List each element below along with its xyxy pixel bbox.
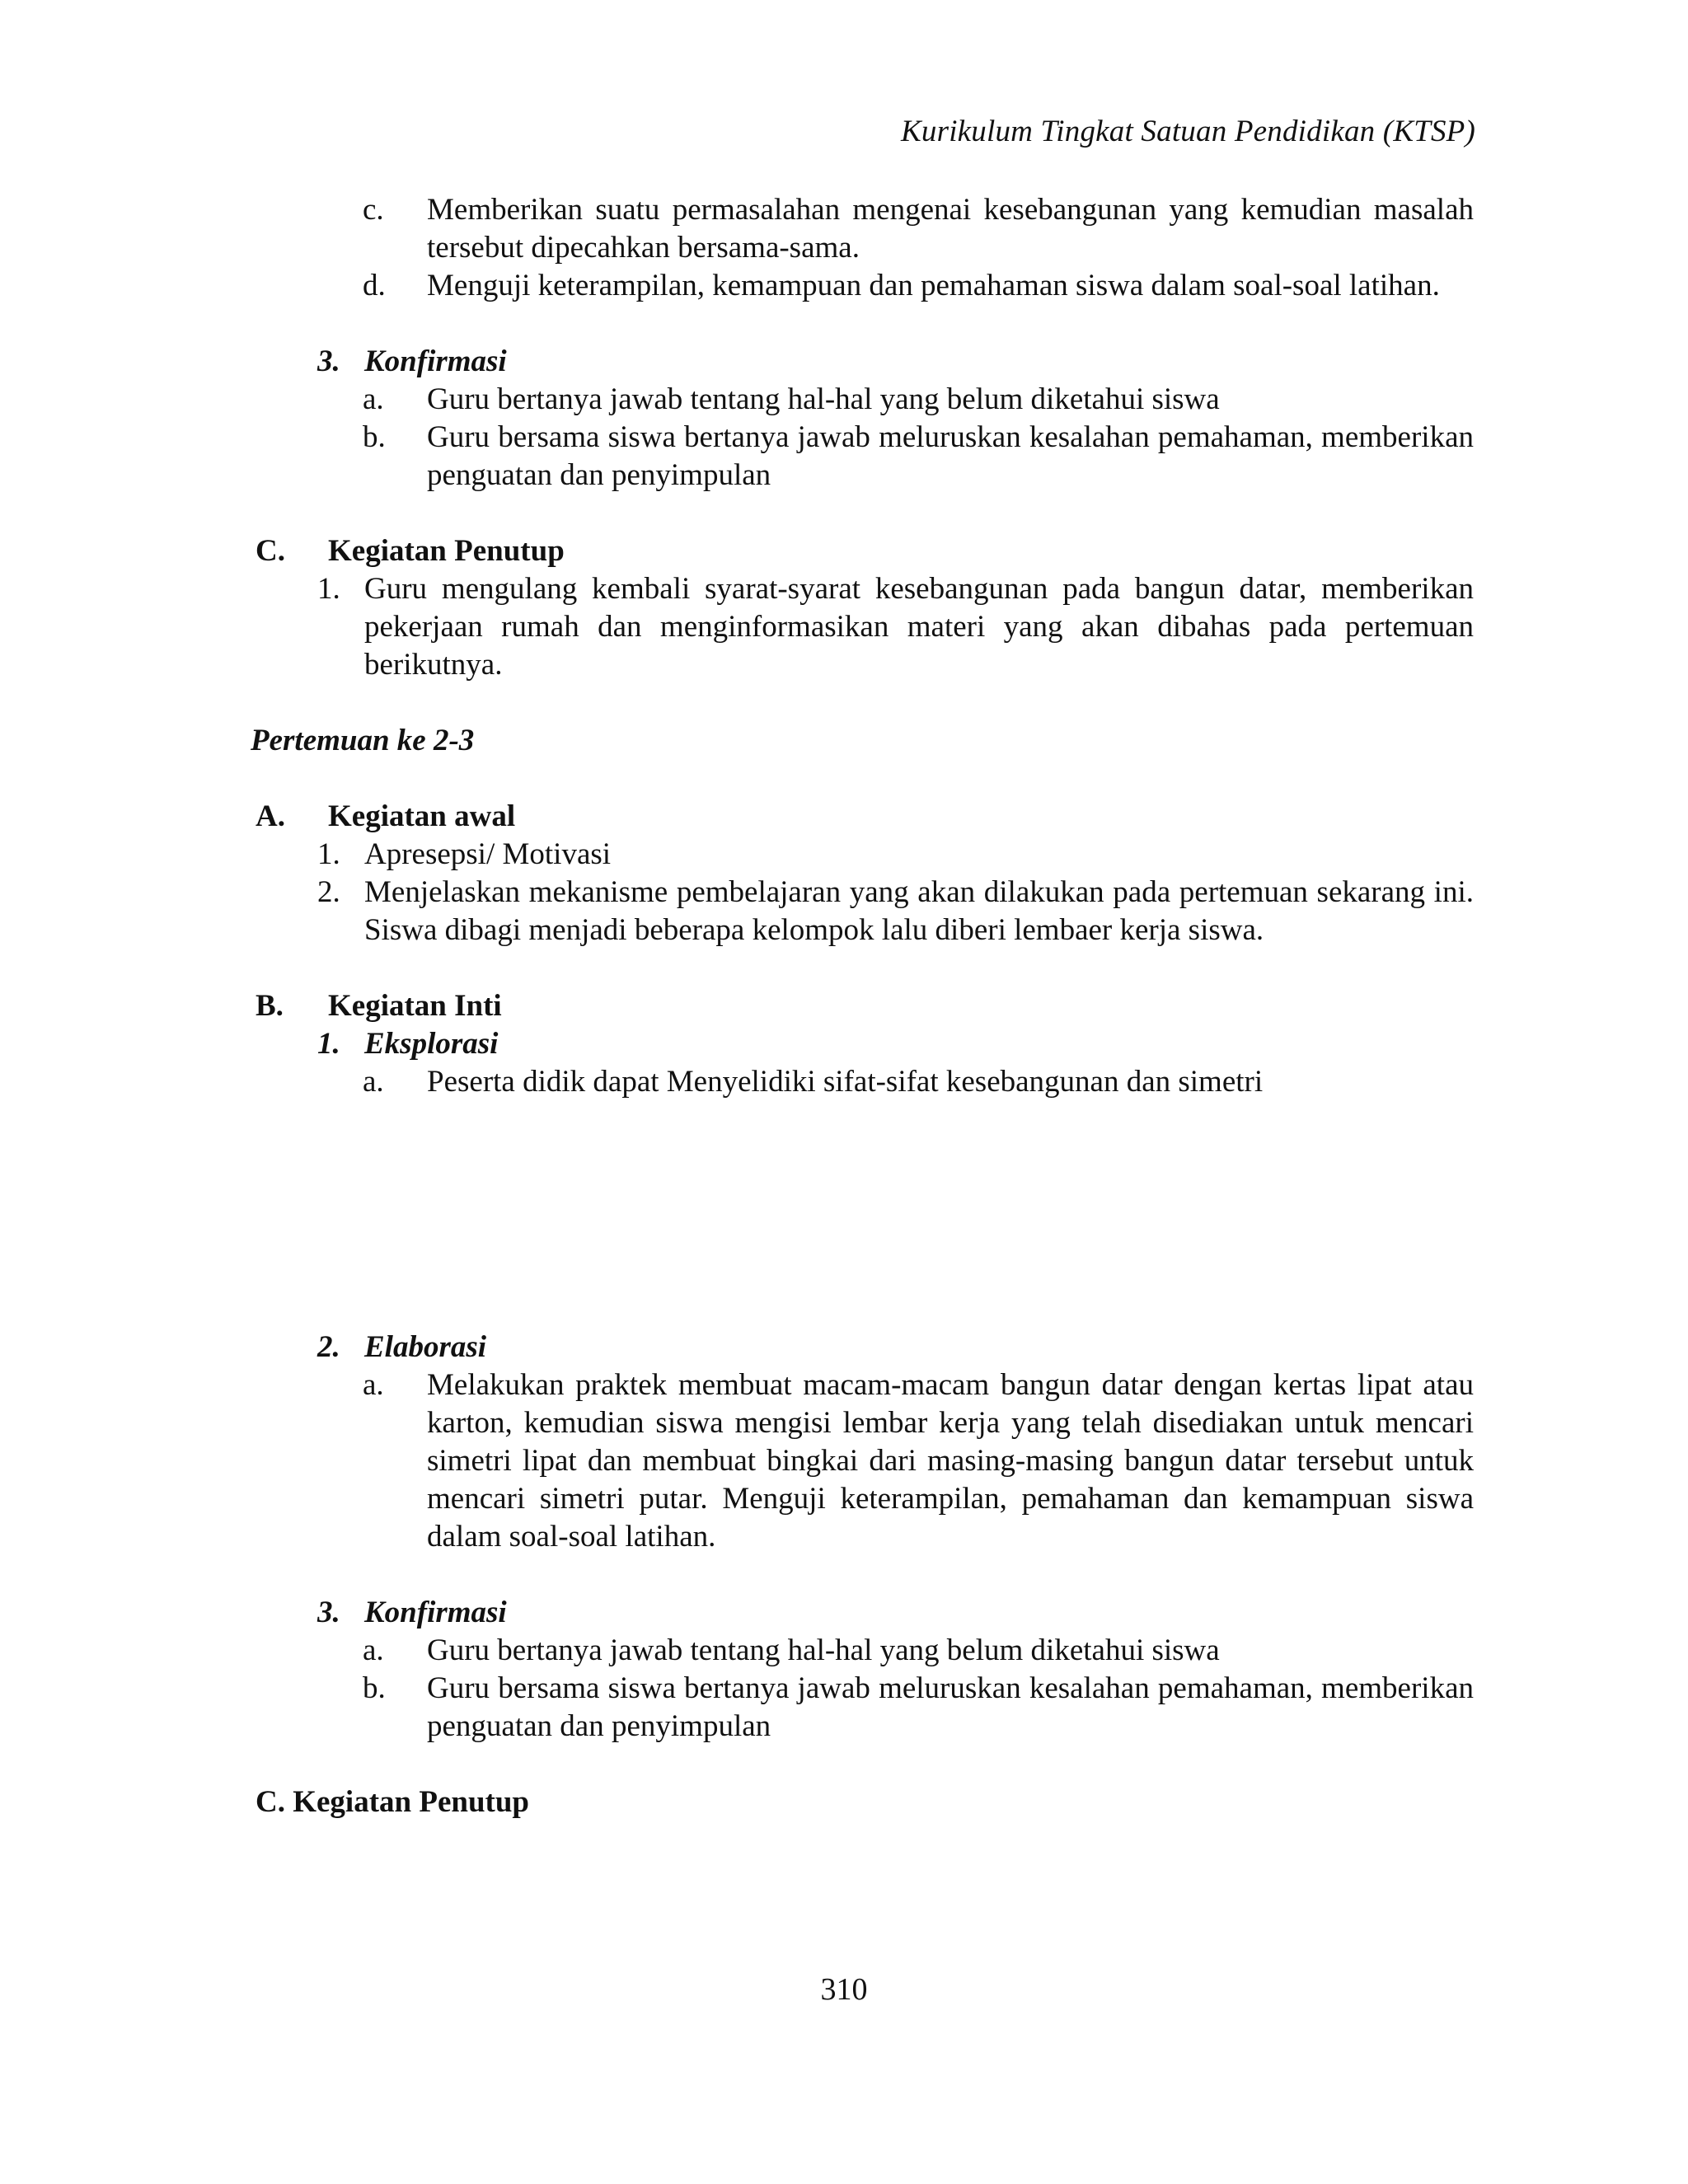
item-label: b. <box>363 420 386 454</box>
lettered-item <box>247 1670 1474 1746</box>
item-label: A. <box>256 799 285 833</box>
item-label: 2. <box>317 1330 340 1364</box>
item-label: a. <box>363 1368 384 1402</box>
subsection-heading <box>247 343 1474 381</box>
paragraph-spacer <box>247 1746 1474 1783</box>
item-label: 1. <box>317 1027 340 1061</box>
paragraph-spacer <box>247 1215 1474 1253</box>
section-heading <box>247 532 1474 570</box>
item-label: a. <box>363 1065 384 1099</box>
item-text: Guru bertanya jawab tentang hal-hal yang belum diketahui siswa <box>427 1633 1220 1667</box>
paragraph-spacer <box>247 1253 1474 1291</box>
item-label: b. <box>363 1671 386 1705</box>
subsection-heading <box>247 1594 1474 1632</box>
section-heading: C. Kegiatan Penutup <box>256 1785 530 1819</box>
item-text: Peserta didik dapat Menyelidiki sifat-sifat kesebangunan dan simetri <box>427 1065 1264 1099</box>
item-label: a. <box>363 382 384 416</box>
paragraph-spacer <box>247 494 1474 532</box>
paragraph-spacer <box>247 1291 1474 1329</box>
document-body <box>247 191 1474 1821</box>
numbered-item <box>247 570 1474 684</box>
paragraph-spacer <box>247 1177 1474 1215</box>
item-label: C. <box>256 534 285 568</box>
lettered-item <box>247 267 1474 305</box>
item-text: Elaborasi <box>364 1330 487 1364</box>
paragraph-spacer <box>247 1556 1474 1594</box>
item-label: B. <box>256 989 284 1023</box>
item-text: Konfirmasi <box>364 1596 507 1629</box>
paragraph-spacer <box>247 1101 1474 1139</box>
running-header: Kurikulum Tingkat Satuan Pendidikan (KTSP) <box>901 115 1475 148</box>
item-text: Guru mengulang kembali syarat-syarat kesebangunan pada bangun datar, memberikan pekerjaan rumah dan menginformasikan materi yang akan dibahas pada pertemuan berikutnya. <box>364 572 1474 682</box>
lettered-item <box>247 191 1474 267</box>
item-text: Melakukan praktek membuat macam-macam bangun datar dengan kertas lipat atau karton, kemudian siswa mengisi lembar kerja yang telah disediakan untuk mencari simetri lipat dan membuat bingkai dari masing-masing bangun datar tersebut untuk mencari simetri putar. Menguji keterampilan, pemahaman dan kemampuan siswa dalam soal-soal latihan. <box>427 1368 1474 1554</box>
item-text: Menguji keterampilan, kemampuan dan pemahaman siswa dalam soal-soal latihan. <box>427 269 1440 302</box>
item-label: 3. <box>317 344 340 378</box>
item-label: 1. <box>317 572 340 606</box>
item-text: Guru bersama siswa bertanya jawab meluruskan kesalahan pemahaman, memberikan penguatan dan penyimpulan <box>427 420 1474 492</box>
item-text: Memberikan suatu permasalahan mengenai kesebangunan yang kemudian masalah tersebut dipecahkan bersama-sama. <box>427 193 1474 265</box>
lettered-item <box>247 419 1474 494</box>
lettered-item <box>247 381 1474 419</box>
lettered-item <box>247 1063 1474 1101</box>
paragraph-spacer <box>247 760 1474 798</box>
item-text: Kegiatan Penutup <box>328 534 565 568</box>
paragraph-spacer <box>247 684 1474 722</box>
item-label: d. <box>363 269 386 302</box>
numbered-item <box>247 874 1474 949</box>
item-text: Menjelaskan mekanisme pembelajaran yang akan dilakukan pada pertemuan sekarang ini. Siswa dibagi menjadi beberapa kelompok lalu diberi lembaer kerja siswa. <box>364 875 1474 947</box>
item-label: 3. <box>317 1596 340 1629</box>
item-text: Guru bertanya jawab tentang hal-hal yang belum diketahui siswa <box>427 382 1220 416</box>
item-text: Apresepsi/ Motivasi <box>364 837 612 871</box>
paragraph-spacer <box>247 949 1474 987</box>
lettered-item <box>247 1632 1474 1670</box>
item-text: Konfirmasi <box>364 344 507 378</box>
item-label: a. <box>363 1633 384 1667</box>
page-number: 310 <box>820 1972 868 2007</box>
section-heading <box>247 798 1474 836</box>
meeting-heading: Pertemuan ke 2-3 <box>251 724 475 757</box>
subsection-heading <box>247 1329 1474 1366</box>
item-text: Eksplorasi <box>364 1027 499 1061</box>
subsection-heading <box>247 1025 1474 1063</box>
section-heading <box>247 987 1474 1025</box>
paragraph-spacer <box>247 305 1474 343</box>
item-label: c. <box>363 193 384 227</box>
item-label: 2. <box>317 875 340 909</box>
lettered-item <box>247 1366 1474 1556</box>
numbered-item <box>247 836 1474 874</box>
item-text: Kegiatan awal <box>328 799 516 833</box>
item-label: 1. <box>317 837 340 871</box>
item-text: Kegiatan Inti <box>328 989 502 1023</box>
item-text: Guru bersama siswa bertanya jawab meluruskan kesalahan pemahaman, memberikan penguatan dan penyimpulan <box>427 1671 1474 1743</box>
paragraph-spacer <box>247 1139 1474 1177</box>
